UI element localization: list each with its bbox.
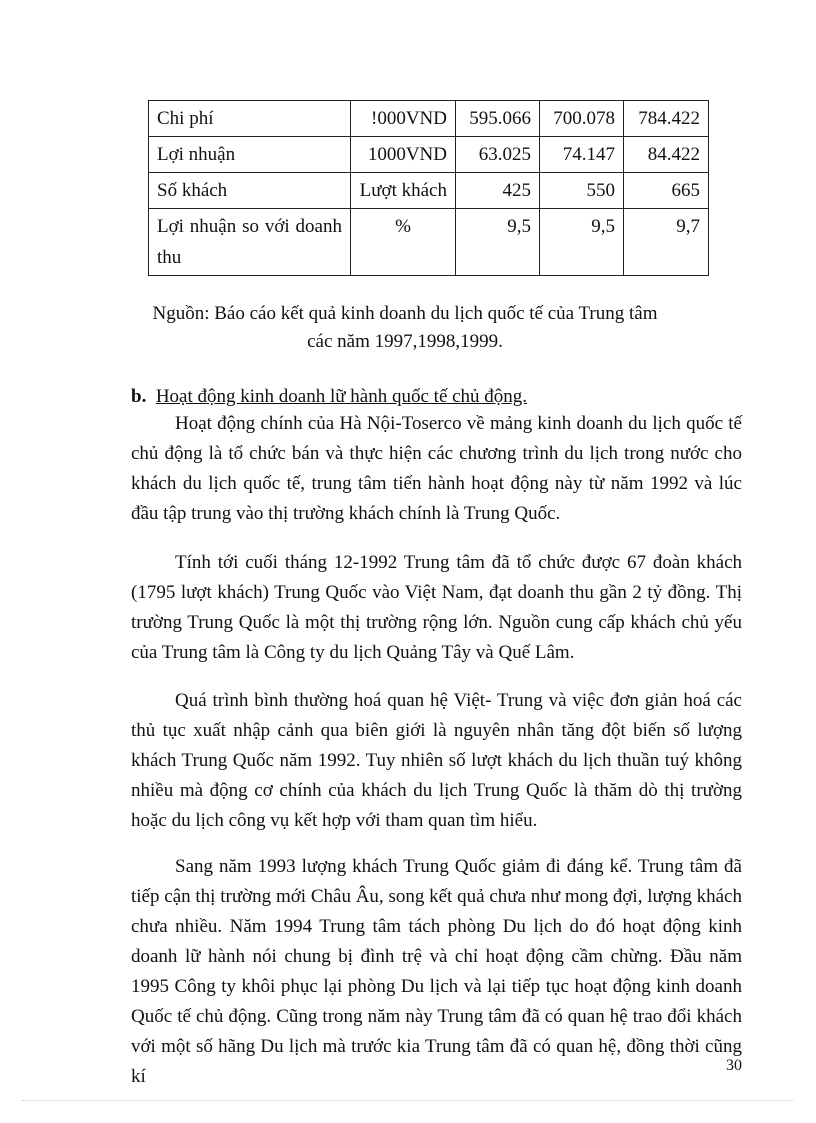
- section-number: b.: [131, 386, 147, 407]
- section-heading: [131, 384, 527, 410]
- row-unit: !000VND: [351, 101, 456, 137]
- table-row: [149, 209, 709, 276]
- source-line2: các năm 1997,1998,1999.: [307, 331, 503, 352]
- value-1999: 9,7: [624, 209, 709, 276]
- value-1997: 425: [456, 173, 540, 209]
- paragraph-2: Tính tới cuối tháng 12-1992 Trung tâm đã tổ chức được 67 đoàn khách (1795 lượt khách) Trung Quốc vào Việt Nam, đạt doanh thu gần 2 tỷ đồng. Thị trường Trung Quốc là một thị trường rộng lớn. Nguồn cung cấp khách chủ yếu của Trung tâm là Công ty du lịch Quảng Tây và Quế Lâm.: [131, 552, 742, 663]
- value-1998: 700.078: [540, 101, 624, 137]
- footer-divider: [22, 1100, 794, 1101]
- table-row: [149, 101, 709, 137]
- row-label: Chi phí: [149, 101, 351, 137]
- row-label-line2: thu: [157, 247, 182, 268]
- value-1997: 595.066: [456, 101, 540, 137]
- paragraph-4: Sang năm 1993 lượng khách Trung Quốc giảm đi đáng kể. Trung tâm đã tiếp cận thị trường mới Châu Âu, song kết quả chưa như mong đợi, lượng khách chưa nhiều. Năm 1994 Trung tâm tách phòng Du lịch do đó hoạt động kinh doanh lữ hành nói chung bị đình trệ và chỉ hoạt động cầm chừng. Đầu năm 1995 Công ty khôi phục lại phòng Du lịch và lại tiếp tục hoạt động kinh doanh Quốc tế chủ động. Cũng trong năm này Trung tâm đã có quan hệ trao đổi khách với một số hãng Du lịch mà trước kia Trung tâm đã có quan hệ, đồng thời cũng kí: [131, 856, 742, 1087]
- row-unit: Lượt khách: [351, 173, 456, 209]
- paragraph-1: Hoạt động chính của Hà Nội-Toserco về mảng kinh doanh du lịch quốc tế chủ động là tổ chức bán và thực hiện các chương trình du lịch trong nước cho khách du lịch quốc tế, trung tâm tiến hành hoạt động này từ năm 1992 và lúc đầu tập trung vào thị trường khách chính là Trung Quốc.: [131, 413, 742, 524]
- source-line1: Nguồn: Báo cáo kết quả kinh doanh du lịch quốc tế của Trung tâm: [152, 303, 658, 324]
- row-label: Số khách: [149, 173, 351, 209]
- page-number: 30: [726, 1057, 742, 1074]
- paragraph-3: Quá trình bình thường hoá quan hệ Việt- Trung và việc đơn giản hoá các thủ tục xuất nhập cảnh qua biên giới là nguyên nhân tăng đột biến số lượng khách Trung Quốc năm 1992. Tuy nhiên số lượt khách du lịch thuần tuý không nhiều mà động cơ chính của khách du lịch Trung Quốc là thăm dò thị trường hoặc du lịch công vụ kết hợp với tham quan tìm hiểu.: [131, 690, 742, 831]
- business-results-table: [148, 100, 709, 276]
- row-unit: 1000VND: [351, 137, 456, 173]
- row-unit: %: [351, 209, 456, 276]
- value-1997: 63.025: [456, 137, 540, 173]
- table-row: [149, 173, 709, 209]
- value-1999: 84.422: [624, 137, 709, 173]
- value-1998: 9,5: [540, 209, 624, 276]
- row-label-line1: Lợi nhuận so với doanh: [157, 216, 342, 237]
- value-1999: 784.422: [624, 101, 709, 137]
- value-1998: 550: [540, 173, 624, 209]
- table-row: [149, 137, 709, 173]
- value-1998: 74.147: [540, 137, 624, 173]
- table-source-note: [120, 300, 690, 356]
- row-label: Lợi nhuận: [149, 137, 351, 173]
- value-1997: 9,5: [456, 209, 540, 276]
- section-title: Hoạt động kinh doanh lữ hành quốc tế chủ động.: [155, 386, 528, 407]
- value-1999: 665: [624, 173, 709, 209]
- row-label: [149, 209, 351, 276]
